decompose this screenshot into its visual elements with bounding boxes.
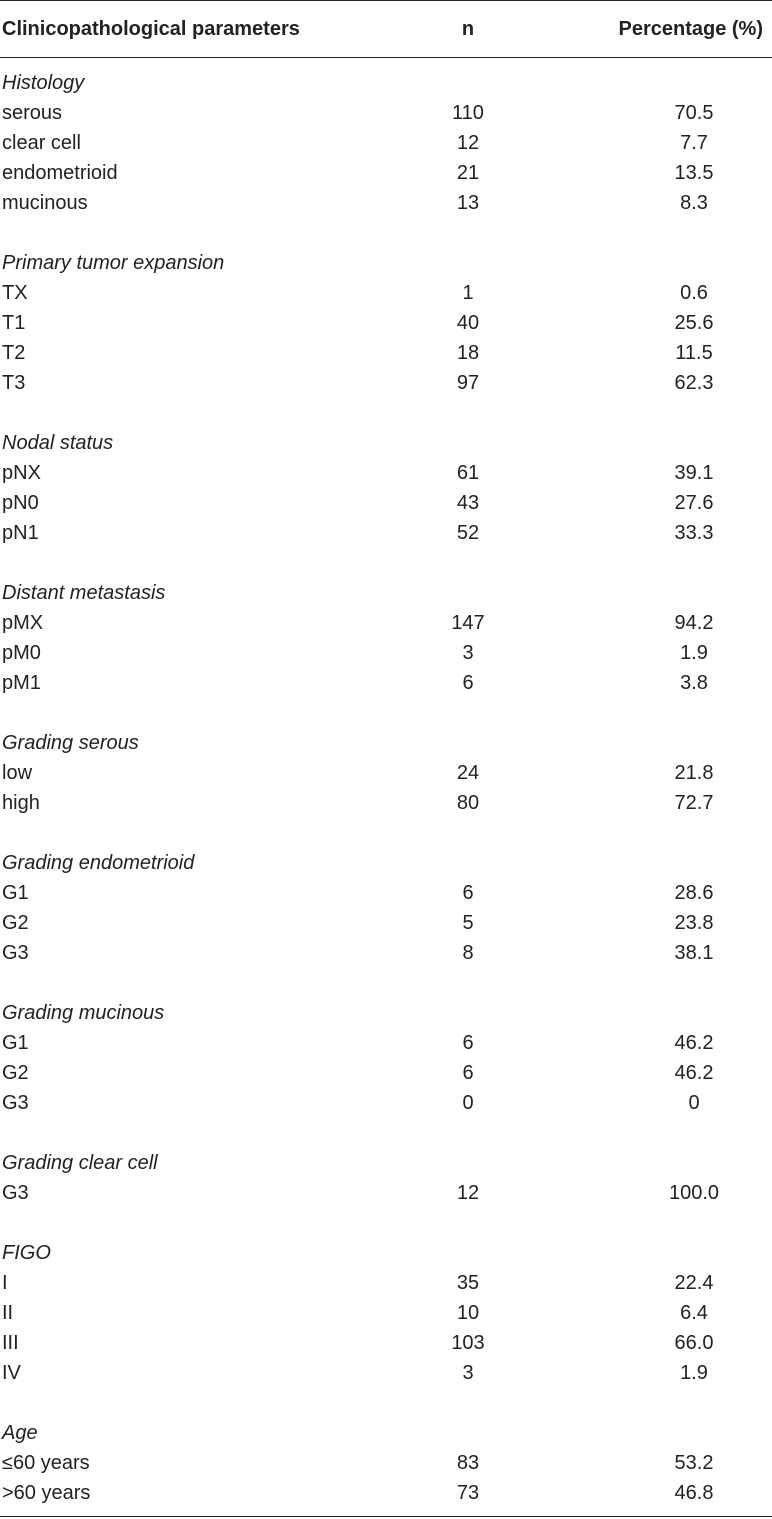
row-label: endometrioid xyxy=(2,162,118,184)
row-n: 1 xyxy=(462,282,474,304)
row-n: 103 xyxy=(451,1332,485,1354)
section-title: Grading clear cell xyxy=(2,1152,158,1174)
table-row xyxy=(0,1058,772,1088)
table-row xyxy=(0,1268,772,1298)
row-n: 6 xyxy=(462,1062,474,1084)
row-n: 3 xyxy=(462,642,474,664)
row-label: G2 xyxy=(2,1062,29,1084)
row-percentage: 3.8 xyxy=(680,672,708,694)
row-n: 97 xyxy=(456,372,480,394)
row-percentage: 1.9 xyxy=(680,1362,708,1384)
row-n: 61 xyxy=(456,462,480,484)
row-label: pMX xyxy=(2,612,44,634)
row-percentage: 21.8 xyxy=(674,762,714,784)
table-row xyxy=(0,98,772,128)
row-label: pN0 xyxy=(2,492,39,514)
row-n: 12 xyxy=(456,1182,480,1204)
row-n: 6 xyxy=(462,882,474,904)
row-n: 8 xyxy=(462,942,474,964)
row-label: G1 xyxy=(2,882,29,904)
table-row xyxy=(0,1328,772,1358)
table-row xyxy=(0,1448,772,1478)
row-label: I xyxy=(2,1272,8,1294)
row-n: 110 xyxy=(452,102,484,124)
row-n: 52 xyxy=(456,522,480,544)
table-row xyxy=(0,188,772,218)
row-label: T3 xyxy=(2,372,26,394)
row-percentage: 46.8 xyxy=(674,1482,714,1504)
table-row xyxy=(0,878,772,908)
section-title: Grading endometrioid xyxy=(2,852,195,874)
section-title: Primary tumor expansion xyxy=(2,252,225,274)
row-percentage: 38.1 xyxy=(674,942,714,964)
row-n: 13 xyxy=(456,192,480,214)
table-row xyxy=(0,608,772,638)
row-label: serous xyxy=(2,102,63,124)
section-heading-row xyxy=(0,578,772,608)
table-row xyxy=(0,308,772,338)
row-label: G3 xyxy=(2,1182,29,1204)
row-n: 40 xyxy=(456,312,480,334)
row-n: 24 xyxy=(456,762,480,784)
row-label: G1 xyxy=(2,1032,29,1054)
table-row xyxy=(0,458,772,488)
row-percentage: 22.4 xyxy=(674,1272,714,1294)
row-percentage: 53.2 xyxy=(674,1452,714,1474)
section-title: Age xyxy=(2,1422,38,1444)
row-label: II xyxy=(2,1302,14,1324)
row-label: IV xyxy=(2,1362,21,1384)
row-label: TX xyxy=(2,282,28,304)
row-n: 83 xyxy=(456,1452,480,1474)
section-heading-row xyxy=(0,68,772,98)
section-heading-row xyxy=(0,248,772,278)
header-percentage: Percentage (%) xyxy=(618,18,763,40)
section-title: Grading mucinous xyxy=(2,1002,165,1024)
row-label: clear cell xyxy=(2,132,81,154)
row-percentage: 62.3 xyxy=(674,372,714,394)
table-header-row xyxy=(0,1,772,57)
row-label: pN1 xyxy=(2,522,39,544)
row-percentage: 70.5 xyxy=(674,102,714,124)
section-title: Histology xyxy=(2,72,85,94)
row-label: >60 years xyxy=(2,1482,91,1504)
table-row xyxy=(0,518,772,548)
row-n: 10 xyxy=(456,1302,480,1324)
row-n: 0 xyxy=(462,1092,474,1114)
row-percentage: 72.7 xyxy=(674,792,714,814)
table-row xyxy=(0,758,772,788)
row-label: mucinous xyxy=(2,192,88,214)
row-n: 6 xyxy=(462,672,474,694)
row-n: 80 xyxy=(456,792,480,814)
row-label: G3 xyxy=(2,942,29,964)
section-title: FIGO xyxy=(2,1242,51,1264)
table-row xyxy=(0,488,772,518)
row-percentage: 27.6 xyxy=(674,492,714,514)
section-title: Grading serous xyxy=(2,732,139,754)
row-n: 3 xyxy=(462,1362,474,1384)
section-title: Nodal status xyxy=(2,432,114,454)
row-label: T1 xyxy=(2,312,26,334)
row-percentage: 46.2 xyxy=(674,1032,714,1054)
table-row xyxy=(0,1088,772,1118)
row-n: 21 xyxy=(456,162,480,184)
header-param: Clinicopathological parameters xyxy=(2,18,300,40)
row-percentage: 11.5 xyxy=(675,342,713,364)
row-n: 147 xyxy=(451,612,485,634)
row-percentage: 100.0 xyxy=(668,1182,720,1204)
row-n: 6 xyxy=(462,1032,474,1054)
row-label: ≤60 years xyxy=(2,1452,90,1474)
section-title: Distant metastasis xyxy=(2,582,166,604)
table-row xyxy=(0,638,772,668)
row-percentage: 25.6 xyxy=(674,312,714,334)
header-n: n xyxy=(461,18,475,40)
row-label: pM1 xyxy=(2,672,41,694)
row-label: high xyxy=(2,792,40,814)
row-n: 18 xyxy=(456,342,480,364)
row-n: 35 xyxy=(456,1272,480,1294)
row-percentage: 66.0 xyxy=(674,1332,714,1354)
table-row xyxy=(0,368,772,398)
table-row xyxy=(0,278,772,308)
row-percentage: 0.6 xyxy=(680,282,708,304)
table-row xyxy=(0,1298,772,1328)
row-n: 5 xyxy=(462,912,474,934)
row-label: III xyxy=(2,1332,19,1354)
section-heading-row xyxy=(0,428,772,458)
row-percentage: 13.5 xyxy=(674,162,714,184)
table-row xyxy=(0,158,772,188)
table-row xyxy=(0,908,772,938)
row-label: pNX xyxy=(2,462,41,484)
section-heading-row xyxy=(0,848,772,878)
row-percentage: 7.7 xyxy=(680,132,708,154)
row-label: pM0 xyxy=(2,642,41,664)
table-row xyxy=(0,1178,772,1208)
section-heading-row xyxy=(0,728,772,758)
row-percentage: 94.2 xyxy=(674,612,714,634)
section-heading-row xyxy=(0,1418,772,1448)
table-row xyxy=(0,788,772,818)
table-row xyxy=(0,128,772,158)
section-heading-row xyxy=(0,998,772,1028)
row-n: 12 xyxy=(456,132,480,154)
section-heading-row xyxy=(0,1238,772,1268)
row-n: 43 xyxy=(456,492,480,514)
bottom-rule xyxy=(0,1516,772,1517)
table-row xyxy=(0,938,772,968)
section-heading-row xyxy=(0,1148,772,1178)
table-row xyxy=(0,1358,772,1388)
row-percentage: 6.4 xyxy=(680,1302,708,1324)
row-label: G2 xyxy=(2,912,29,934)
row-percentage: 28.6 xyxy=(674,882,714,904)
table-row xyxy=(0,668,772,698)
row-label: low xyxy=(2,762,33,784)
row-n: 73 xyxy=(456,1482,480,1504)
table-row xyxy=(0,338,772,368)
row-percentage: 8.3 xyxy=(680,192,708,214)
row-percentage: 46.2 xyxy=(674,1062,714,1084)
table-row xyxy=(0,1478,772,1508)
table-row xyxy=(0,1028,772,1058)
row-percentage: 33.3 xyxy=(674,522,714,544)
row-percentage: 39.1 xyxy=(674,462,714,484)
row-percentage: 0 xyxy=(688,1092,700,1114)
header-rule xyxy=(0,57,772,58)
row-label: G3 xyxy=(2,1092,29,1114)
row-percentage: 1.9 xyxy=(680,642,708,664)
row-percentage: 23.8 xyxy=(674,912,714,934)
row-label: T2 xyxy=(2,342,26,364)
